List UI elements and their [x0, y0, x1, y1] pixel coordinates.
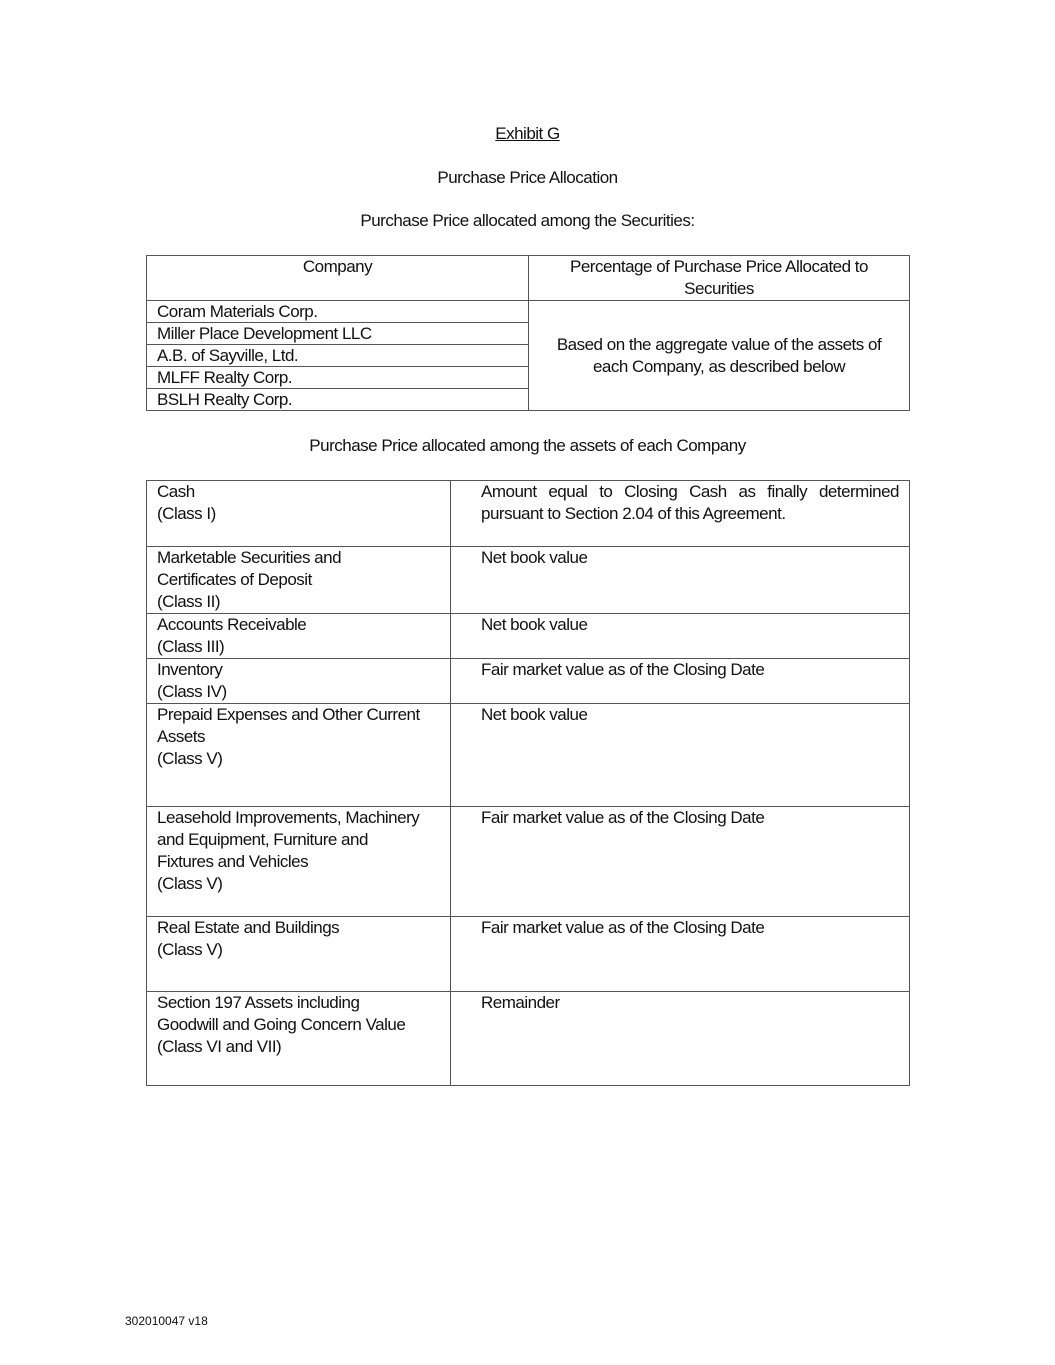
assets-heading: Purchase Price allocated among the assets of each Company: [309, 436, 746, 455]
asset-class-cell: Cash (Class I): [147, 481, 451, 547]
allocation-method-cell: Net book value: [451, 614, 910, 659]
asset-class-cell: Marketable Securities and Certificates of Deposit (Class II): [147, 547, 451, 614]
company-name: A.B. of Sayville, Ltd.: [147, 345, 529, 367]
company-name: Miller Place Development LLC: [147, 323, 529, 345]
asset-class-cell: Prepaid Expenses and Other Current Assets (Class V): [147, 704, 451, 807]
allocation-method-cell: Fair market value as of the Closing Date: [451, 917, 910, 992]
table-row: [147, 659, 910, 704]
asset-allocation-table: [146, 480, 910, 1086]
allocation-method-cell: Amount equal to Closing Cash as finally determined pursuant to Section 2.04 of this Agreement.: [451, 481, 910, 547]
table-row: [147, 301, 910, 323]
document-subtitle: Purchase Price Allocation: [437, 168, 618, 187]
exhibit-title: Exhibit G: [495, 124, 560, 143]
asset-class-cell: Accounts Receivable (Class III): [147, 614, 451, 659]
allocation-method-cell: Remainder: [451, 992, 910, 1086]
company-name: MLFF Realty Corp.: [147, 367, 529, 389]
asset-class-cell: Inventory (Class IV): [147, 659, 451, 704]
allocation-basis-cell: Based on the aggregate value of the assets of each Company, as described below: [529, 301, 910, 411]
table-row: [147, 992, 910, 1086]
table-row: [147, 547, 910, 614]
table-header-row: [147, 256, 910, 301]
allocation-method-cell: Fair market value as of the Closing Date: [451, 659, 910, 704]
document-code: 302010047 v18: [125, 1314, 208, 1328]
allocation-method-cell: Net book value: [451, 547, 910, 614]
table-row: [147, 917, 910, 992]
percentage-column-header: Percentage of Purchase Price Allocated to Securities: [529, 256, 910, 301]
company-name: Coram Materials Corp.: [147, 301, 529, 323]
company-name: BSLH Realty Corp.: [147, 389, 529, 411]
allocation-method-cell: Net book value: [451, 704, 910, 807]
securities-heading: Purchase Price allocated among the Securities:: [360, 211, 695, 230]
table-row: [147, 481, 910, 547]
allocation-method-cell: Fair market value as of the Closing Date: [451, 807, 910, 917]
asset-class-cell: Leasehold Improvements, Machinery and Equipment, Furniture and Fixtures and Vehicles (Class V): [147, 807, 451, 917]
securities-allocation-table: [146, 255, 910, 411]
table-row: [147, 704, 910, 807]
company-column-header: Company: [147, 256, 529, 301]
asset-class-cell: Section 197 Assets including Goodwill and Going Concern Value (Class VI and VII): [147, 992, 451, 1086]
asset-class-cell: Real Estate and Buildings (Class V): [147, 917, 451, 992]
table-row: [147, 807, 910, 917]
table-row: [147, 614, 910, 659]
